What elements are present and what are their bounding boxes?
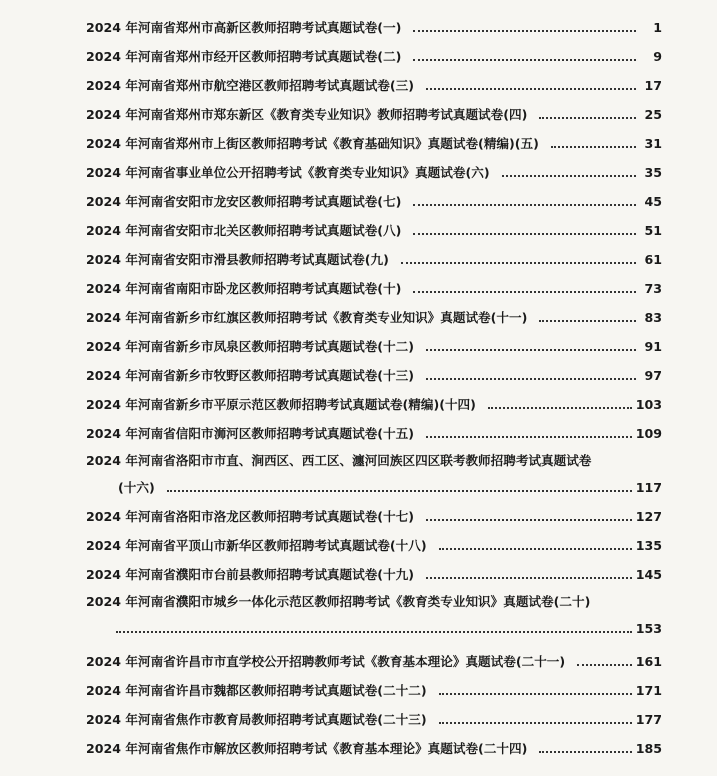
toc-entry[interactable] xyxy=(86,184,662,213)
toc-entry-page: 91 xyxy=(644,339,662,354)
toc-entry[interactable] xyxy=(86,271,662,300)
toc-entry-title: 2024 年河南省安阳市北关区教师招聘考试真题试卷(八) xyxy=(86,223,402,238)
toc-entry-title: 2024 年河南省安阳市龙安区教师招聘考试真题试卷(七) xyxy=(86,194,402,209)
toc-entry-page: 97 xyxy=(644,368,662,383)
dot-leader xyxy=(426,88,636,90)
toc-entry[interactable] xyxy=(86,329,662,358)
dot-leader xyxy=(401,262,636,264)
toc-entry-title: 2024 年河南省洛阳市市直、涧西区、西工区、瀍河回族区四区联考教师招聘考试真题试卷 xyxy=(86,453,592,468)
toc-entry-title: 2024 年河南省新乡市凤泉区教师招聘考试真题试卷(十二) xyxy=(86,339,415,354)
toc-entry-page: 135 xyxy=(635,538,662,553)
toc-entry-page: 35 xyxy=(644,165,662,180)
toc-entry-page: 161 xyxy=(635,654,662,669)
toc-entry-title: 2024 年河南省郑州市郑东新区《教育类专业知识》教师招聘考试真题试卷(四) xyxy=(86,107,528,122)
toc-entry-title: 2024 年河南省洛阳市洛龙区教师招聘考试真题试卷(十七) xyxy=(86,509,415,524)
toc-entry-title: 2024 年河南省郑州市航空港区教师招聘考试真题试卷(三) xyxy=(86,78,415,93)
toc-entry[interactable] xyxy=(86,644,662,673)
table-of-contents xyxy=(86,10,662,760)
toc-entry-page: 1 xyxy=(653,20,662,35)
dot-leader xyxy=(413,30,636,32)
toc-entry-page: 153 xyxy=(635,621,662,636)
dot-leader xyxy=(167,490,632,492)
toc-entry-title: 2024 年河南省事业单位公开招聘考试《教育类专业知识》真题试卷(六) xyxy=(86,165,490,180)
toc-entry-page: 61 xyxy=(644,252,662,267)
dot-leader xyxy=(539,751,631,753)
toc-entry-page: 145 xyxy=(635,567,662,582)
toc-entry-title: 2024 年河南省许昌市魏都区教师招聘考试真题试卷(二十二) xyxy=(86,683,427,698)
toc-entry-page: 83 xyxy=(644,310,662,325)
toc-entry-page: 185 xyxy=(635,741,662,756)
toc-entry[interactable] xyxy=(86,126,662,155)
toc-entry[interactable] xyxy=(86,416,662,445)
dot-leader xyxy=(426,378,636,380)
toc-entry-title: 2024 年河南省新乡市红旗区教师招聘考试《教育类专业知识》真题试卷(十一) xyxy=(86,310,528,325)
toc-entry[interactable] xyxy=(86,586,662,640)
dot-leader xyxy=(116,631,632,633)
toc-entry-page: 127 xyxy=(635,509,662,524)
dot-leader xyxy=(413,204,636,206)
toc-entry-page: 9 xyxy=(653,49,662,64)
toc-entry-page: 109 xyxy=(635,426,662,441)
toc-entry-title: 2024 年河南省新乡市牧野区教师招聘考试真题试卷(十三) xyxy=(86,368,415,383)
toc-entry-title: 2024 年河南省濮阳市台前县教师招聘考试真题试卷(十九) xyxy=(86,567,415,582)
toc-entry-page: 25 xyxy=(644,107,662,122)
dot-leader xyxy=(551,146,636,148)
toc-entry[interactable] xyxy=(86,213,662,242)
toc-entry-page: 103 xyxy=(635,397,662,412)
toc-entry-title: 2024 年河南省濮阳市城乡一体化示范区教师招聘考试《教育类专业知识》真题试卷(二十) xyxy=(86,594,591,609)
dot-leader xyxy=(426,436,632,438)
toc-entry-page: 31 xyxy=(644,136,662,151)
toc-entry[interactable] xyxy=(86,528,662,557)
toc-entry-page: 171 xyxy=(635,683,662,698)
dot-leader xyxy=(502,175,636,177)
dot-leader xyxy=(439,693,632,695)
toc-entry[interactable] xyxy=(86,387,662,416)
toc-entry[interactable] xyxy=(86,499,662,528)
toc-entry[interactable] xyxy=(86,242,662,271)
toc-entry-page: 51 xyxy=(644,223,662,238)
toc-entry[interactable] xyxy=(86,300,662,329)
toc-entry-title-continued: (十六) xyxy=(118,480,155,495)
toc-entry-title: 2024 年河南省焦作市教育局教师招聘考试真题试卷(二十三) xyxy=(86,712,427,727)
toc-entry-page: 17 xyxy=(644,78,662,93)
toc-entry-page: 45 xyxy=(644,194,662,209)
dot-leader xyxy=(488,407,632,409)
toc-entry-title: 2024 年河南省郑州市上街区教师招聘考试《教育基础知识》真题试卷(精编)(五) xyxy=(86,136,539,151)
dot-leader xyxy=(413,59,636,61)
toc-entry-title: 2024 年河南省郑州市经开区教师招聘考试真题试卷(二) xyxy=(86,49,402,64)
toc-entry-title: 2024 年河南省焦作市解放区教师招聘考试《教育基本理论》真题试卷(二十四) xyxy=(86,741,528,756)
toc-entry[interactable] xyxy=(86,10,662,39)
toc-entry-title: 2024 年河南省平顶山市新华区教师招聘考试真题试卷(十八) xyxy=(86,538,427,553)
dot-leader xyxy=(413,233,636,235)
toc-entry-title: 2024 年河南省南阳市卧龙区教师招聘考试真题试卷(十) xyxy=(86,281,402,296)
toc-entry-page: 73 xyxy=(644,281,662,296)
toc-entry[interactable] xyxy=(86,557,662,586)
toc-entry-title: 2024 年河南省安阳市滑县教师招聘考试真题试卷(九) xyxy=(86,252,389,267)
toc-entry[interactable] xyxy=(86,702,662,731)
dot-leader xyxy=(413,291,636,293)
toc-entry-page: 117 xyxy=(635,480,662,495)
toc-entry[interactable] xyxy=(86,673,662,702)
dot-leader xyxy=(539,320,636,322)
dot-leader xyxy=(426,519,632,521)
dot-leader xyxy=(577,664,632,666)
toc-entry[interactable] xyxy=(86,445,662,499)
toc-entry[interactable] xyxy=(86,731,662,760)
dot-leader xyxy=(439,722,632,724)
toc-entry[interactable] xyxy=(86,68,662,97)
dot-leader xyxy=(426,577,632,579)
toc-entry[interactable] xyxy=(86,358,662,387)
dot-leader xyxy=(539,117,636,119)
toc-entry-title: 2024 年河南省新乡市平原示范区教师招聘考试真题试卷(精编)(十四) xyxy=(86,397,476,412)
toc-entry[interactable] xyxy=(86,155,662,184)
toc-entry-page: 177 xyxy=(635,712,662,727)
toc-entry[interactable] xyxy=(86,97,662,126)
dot-leader xyxy=(426,349,636,351)
toc-entry-title: 2024 年河南省信阳市浉河区教师招聘考试真题试卷(十五) xyxy=(86,426,415,441)
toc-entry-title: 2024 年河南省许昌市市直学校公开招聘教师考试《教育基本理论》真题试卷(二十一) xyxy=(86,654,566,669)
toc-entry-title: 2024 年河南省郑州市高新区教师招聘考试真题试卷(一) xyxy=(86,20,402,35)
toc-entry[interactable] xyxy=(86,39,662,68)
dot-leader xyxy=(439,548,632,550)
